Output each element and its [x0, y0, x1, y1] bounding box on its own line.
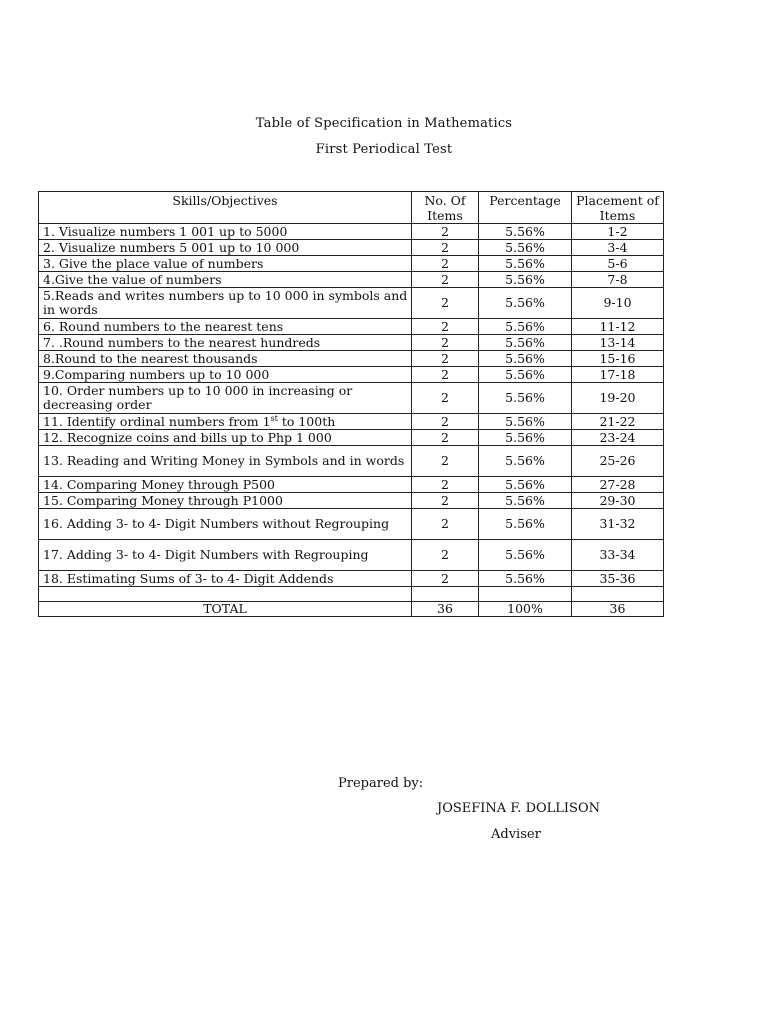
percentage-cell: 5.56% [479, 224, 572, 240]
table-row [39, 446, 664, 477]
table-row [39, 414, 664, 430]
skill-cell: 9.Comparing numbers up to 10 000 [39, 367, 412, 383]
table-row [39, 540, 664, 571]
preparer-name: JOSEFINA F. DOLLISON [437, 801, 600, 816]
items-cell: 2 [412, 319, 479, 335]
skill-cell: 14. Comparing Money through P500 [39, 477, 412, 493]
table-row [39, 509, 664, 540]
blank-row [39, 587, 664, 602]
percentage-cell: 5.56% [479, 272, 572, 288]
skill-cell: 17. Adding 3- to 4- Digit Numbers with Regrouping [39, 540, 412, 571]
total-row [39, 602, 664, 617]
skill-cell: 3. Give the place value of numbers [39, 256, 412, 272]
placement-cell: 1-2 [572, 224, 664, 240]
items-cell: 2 [412, 288, 479, 319]
document-subtitle: First Periodical Test [315, 142, 453, 157]
percentage-cell: 5.56% [479, 446, 572, 477]
percentage-cell: 5.56% [479, 240, 572, 256]
table-row [39, 256, 664, 272]
skill-cell: 6. Round numbers to the nearest tens [39, 319, 412, 335]
table-row [39, 430, 664, 446]
percentage-cell: 5.56% [479, 367, 572, 383]
table-row [39, 493, 664, 509]
skill-cell: 12. Recognize coins and bills up to Php 1 000 [39, 430, 412, 446]
table-row [39, 288, 664, 319]
table-row [39, 477, 664, 493]
blank-cell [39, 587, 412, 602]
table-row [39, 319, 664, 335]
items-cell: 2 [412, 224, 479, 240]
placement-cell: 7-8 [572, 272, 664, 288]
header-percentage: Percentage [479, 192, 572, 224]
items-cell: 2 [412, 509, 479, 540]
items-cell: 2 [412, 477, 479, 493]
header-skills: Skills/Objectives [39, 192, 412, 224]
skill-cell: 10. Order numbers up to 10 000 in increasing or decreasing order [39, 383, 412, 414]
table-header-row [39, 192, 664, 224]
placement-cell: 25-26 [572, 446, 664, 477]
percentage-cell: 5.56% [479, 493, 572, 509]
blank-cell [572, 587, 664, 602]
percentage-cell: 5.56% [479, 288, 572, 319]
total-placement: 36 [572, 602, 664, 617]
skill-cell: 2. Visualize numbers 5 001 up to 10 000 [39, 240, 412, 256]
table-row [39, 272, 664, 288]
placement-cell: 11-12 [572, 319, 664, 335]
blank-cell [479, 587, 572, 602]
items-cell: 2 [412, 430, 479, 446]
table-row [39, 224, 664, 240]
percentage-cell: 5.56% [479, 351, 572, 367]
skill-cell: 18. Estimating Sums of 3- to 4- Digit Addends [39, 571, 412, 587]
items-cell: 2 [412, 446, 479, 477]
blank-cell [412, 587, 479, 602]
items-cell: 2 [412, 272, 479, 288]
table-row [39, 335, 664, 351]
table-row [39, 367, 664, 383]
items-cell: 2 [412, 351, 479, 367]
percentage-cell: 5.56% [479, 477, 572, 493]
skill-cell: 7. .Round numbers to the nearest hundreds [39, 335, 412, 351]
items-cell: 2 [412, 414, 479, 430]
items-cell: 2 [412, 367, 479, 383]
placement-cell: 17-18 [572, 367, 664, 383]
ordinal-superscript: st [270, 413, 278, 423]
percentage-cell: 5.56% [479, 430, 572, 446]
placement-cell: 9-10 [572, 288, 664, 319]
items-cell: 2 [412, 240, 479, 256]
placement-cell: 15-16 [572, 351, 664, 367]
placement-cell: 33-34 [572, 540, 664, 571]
placement-cell: 3-4 [572, 240, 664, 256]
table-row [39, 571, 664, 587]
skill-cell [39, 414, 412, 430]
skill-cell: 1. Visualize numbers 1 001 up to 5000 [39, 224, 412, 240]
header-placement: Placement of Items [572, 192, 664, 224]
items-cell: 2 [412, 383, 479, 414]
header-items: No. Of Items [412, 192, 479, 224]
skill-text: 11. Identify ordinal numbers from 1 [43, 413, 271, 429]
placement-cell: 23-24 [572, 430, 664, 446]
placement-cell: 19-20 [572, 383, 664, 414]
percentage-cell: 5.56% [479, 383, 572, 414]
percentage-cell: 5.56% [479, 540, 572, 571]
percentage-cell: 5.56% [479, 571, 572, 587]
skill-text-end: to 100th [277, 413, 336, 429]
items-cell: 2 [412, 493, 479, 509]
placement-cell: 31-32 [572, 509, 664, 540]
percentage-cell: 5.56% [479, 256, 572, 272]
table-row [39, 351, 664, 367]
placement-cell: 21-22 [572, 414, 664, 430]
items-cell: 2 [412, 540, 479, 571]
prepared-by-label: Prepared by: [338, 776, 424, 791]
skill-cell: 15. Comparing Money through P1000 [39, 493, 412, 509]
document-title: Table of Specification in Mathematics [255, 116, 513, 131]
skill-cell: 13. Reading and Writing Money in Symbols and in words [39, 446, 412, 477]
total-percentage: 100% [479, 602, 572, 617]
placement-cell: 35-36 [572, 571, 664, 587]
percentage-cell: 5.56% [479, 414, 572, 430]
placement-cell: 13-14 [572, 335, 664, 351]
placement-cell: 29-30 [572, 493, 664, 509]
skill-cell: 8.Round to the nearest thousands [39, 351, 412, 367]
percentage-cell: 5.56% [479, 509, 572, 540]
items-cell: 2 [412, 571, 479, 587]
table-row [39, 383, 664, 414]
items-cell: 2 [412, 256, 479, 272]
total-label: TOTAL [39, 602, 412, 617]
specification-table [38, 191, 664, 617]
percentage-cell: 5.56% [479, 335, 572, 351]
total-items: 36 [412, 602, 479, 617]
placement-cell: 27-28 [572, 477, 664, 493]
percentage-cell: 5.56% [479, 319, 572, 335]
placement-cell: 5-6 [572, 256, 664, 272]
table-row [39, 240, 664, 256]
skill-cell: 5.Reads and writes numbers up to 10 000 in symbols and in words [39, 288, 412, 319]
items-cell: 2 [412, 335, 479, 351]
skill-cell: 16. Adding 3- to 4- Digit Numbers without Regrouping [39, 509, 412, 540]
skill-cell: 4.Give the value of numbers [39, 272, 412, 288]
preparer-role: Adviser [491, 827, 541, 842]
